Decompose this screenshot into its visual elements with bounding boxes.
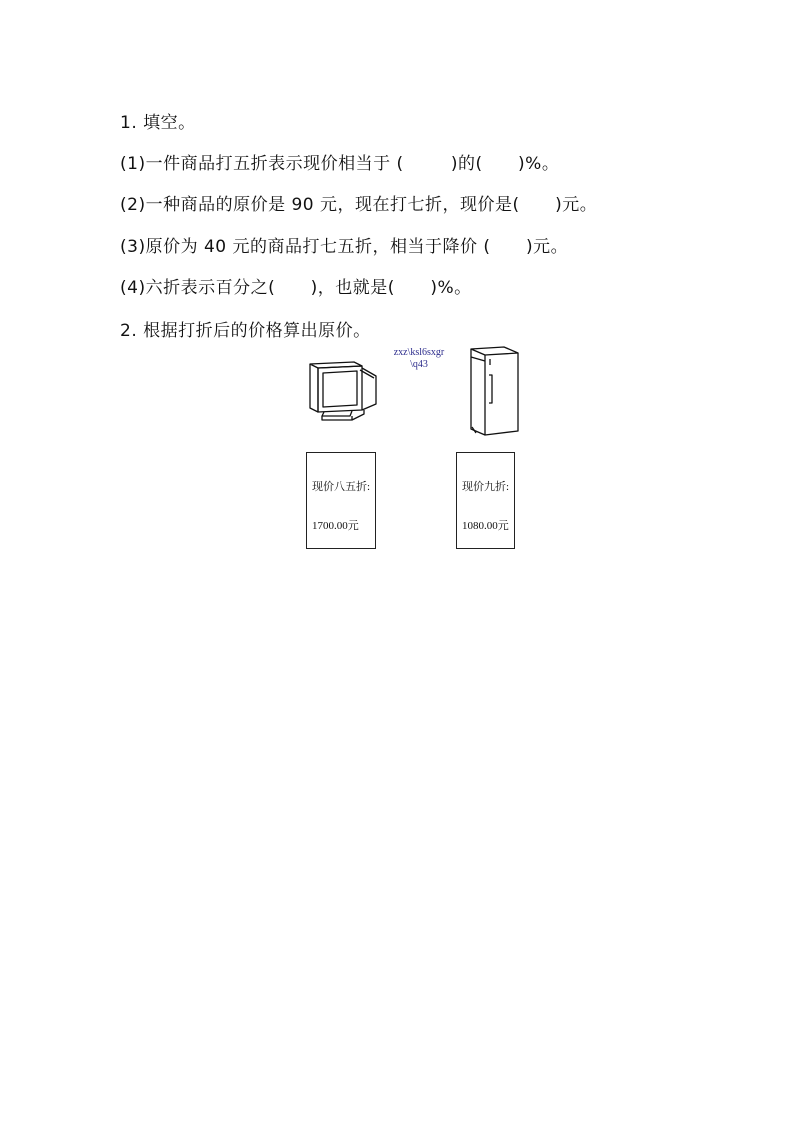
refrigerator-illustration xyxy=(468,345,522,437)
fridge-price-tag xyxy=(456,452,515,549)
question-1-item-2: (2)一种商品的原价是 90 元，现在打七折，现价是( )元。 xyxy=(120,195,598,215)
fridge-price-value: 1080.00元 xyxy=(462,520,509,532)
monitor-illustration xyxy=(304,358,384,426)
monitor-price-value: 1700.00元 xyxy=(312,520,359,532)
watermark-line-1: zxz\ksl6sxgr xyxy=(393,347,445,358)
question-2-heading: 2. 根据打折后的价格算出原价。 xyxy=(120,321,371,341)
question-1-item-1: (1)一件商品打五折表示现价相当于 ( )的( )%。 xyxy=(120,154,560,174)
fridge-price-label: 现价九折: xyxy=(462,481,510,493)
watermark xyxy=(382,347,456,371)
question-1-heading: 1. 填空。 xyxy=(120,113,196,133)
monitor-price-label: 现价八五折: xyxy=(312,481,371,493)
watermark-line-2: \q43 xyxy=(410,359,428,370)
question-1-item-4: (4)六折表示百分之( )，也就是( )%。 xyxy=(120,278,472,298)
monitor-price-tag xyxy=(306,452,376,549)
question-1-item-3: (3)原价为 40 元的商品打七五折，相当于降价 ( )元。 xyxy=(120,237,569,257)
